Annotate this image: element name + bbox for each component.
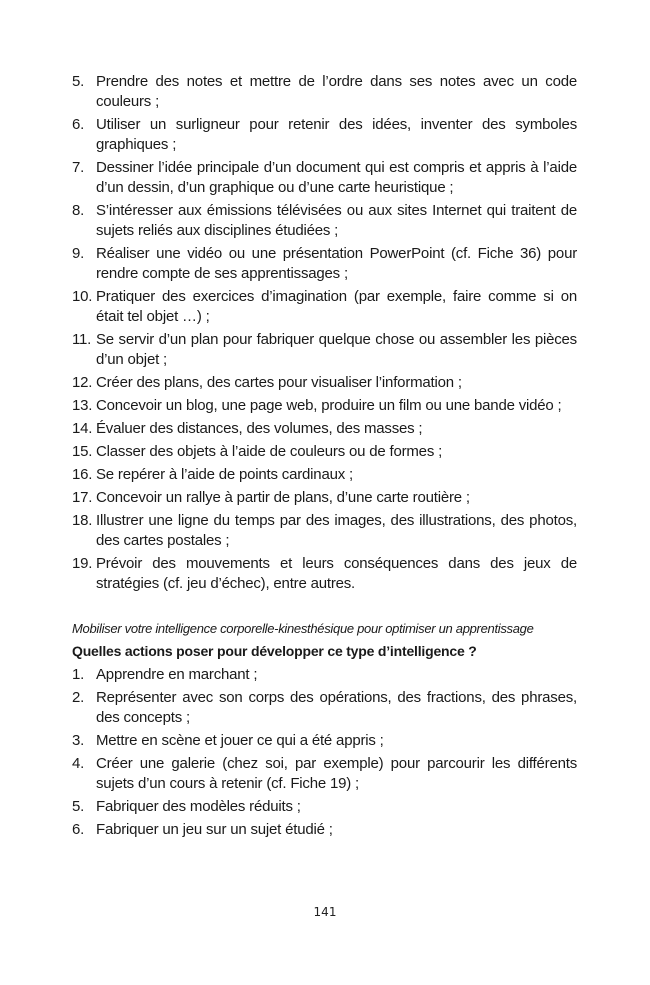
list-item xyxy=(72,731,577,751)
list-item xyxy=(72,115,577,155)
list-item xyxy=(72,754,577,794)
item-text: Concevoir un blog, une page web, produire un film ou une bande vidéo ; xyxy=(96,397,562,414)
item-number: 12. xyxy=(72,374,93,391)
item-number: 15. xyxy=(72,443,93,460)
list-item xyxy=(72,511,577,551)
item-number: 7. xyxy=(72,159,85,176)
list-item xyxy=(72,396,577,416)
numbered-list-kinesthetic xyxy=(72,665,577,840)
item-text: Prendre des notes et mettre de l’ordre dans ses notes avec un code couleurs ; xyxy=(96,73,577,110)
item-number: 5. xyxy=(72,73,85,90)
item-number: 16. xyxy=(72,466,93,483)
item-number: 4. xyxy=(72,755,85,772)
list-item xyxy=(72,820,577,840)
item-text: Concevoir un rallye à partir de plans, d’une carte routière ; xyxy=(96,489,470,506)
item-number: 14. xyxy=(72,420,93,437)
list-item xyxy=(72,797,577,817)
list-item xyxy=(72,465,577,485)
item-text: Fabriquer des modèles réduits ; xyxy=(96,798,301,815)
item-text: Prévoir des mouvements et leurs conséquences dans des jeux de stratégies (cf. jeu d’échec), entre autres. xyxy=(96,555,577,592)
item-text: Apprendre en marchant ; xyxy=(96,666,258,683)
section-subtitle: Mobiliser votre intelligence corporelle-kinesthésique pour optimiser un apprentissage xyxy=(72,621,534,636)
item-text: Fabriquer un jeu sur un sujet étudié ; xyxy=(96,821,333,838)
list-item xyxy=(72,244,577,284)
item-number: 19. xyxy=(72,555,93,572)
item-text: Créer une galerie (chez soi, par exemple) pour parcourir les différents sujets d’un cours à retenir (cf. Fiche 19) ; xyxy=(96,755,577,792)
item-number: 8. xyxy=(72,202,85,219)
list-item xyxy=(72,442,577,462)
item-number: 18. xyxy=(72,512,93,529)
list-item xyxy=(72,488,577,508)
item-text: Se servir d’un plan pour fabriquer quelque chose ou assembler les pièces d’un objet ; xyxy=(96,331,577,368)
page-content xyxy=(72,72,577,843)
item-number: 3. xyxy=(72,732,85,749)
list-item xyxy=(72,688,577,728)
list-item xyxy=(72,287,577,327)
list-item xyxy=(72,419,577,439)
item-number: 5. xyxy=(72,798,85,815)
page-number: 141 xyxy=(313,905,337,919)
list-item xyxy=(72,665,577,685)
item-text: Créer des plans, des cartes pour visualiser l’information ; xyxy=(96,374,462,391)
item-text: Dessiner l’idée principale d’un document qui est compris et appris à l’aide d’un dessin, d’un graphique ou d’une carte heuristique ; xyxy=(96,159,577,196)
item-text: Représenter avec son corps des opérations, des fractions, des phrases, des concepts ; xyxy=(96,689,577,726)
list-item xyxy=(72,373,577,393)
item-text: Classer des objets à l’aide de couleurs ou de formes ; xyxy=(96,443,443,460)
item-number: 6. xyxy=(72,821,85,838)
item-text: Se repérer à l’aide de points cardinaux ; xyxy=(96,466,353,483)
item-text: S’intéresser aux émissions télévisées ou aux sites Internet qui traitent de sujets reliés aux disciplines étudiées ; xyxy=(96,202,577,239)
list-item xyxy=(72,554,577,594)
list-item xyxy=(72,201,577,241)
item-text: Illustrer une ligne du temps par des images, des illustrations, des photos, des cartes postales ; xyxy=(96,512,577,549)
numbered-list-visual-spatial xyxy=(72,72,577,594)
item-number: 2. xyxy=(72,689,85,706)
item-number: 9. xyxy=(72,245,85,262)
list-item xyxy=(72,158,577,198)
item-text: Utiliser un surligneur pour retenir des idées, inventer des symboles graphiques ; xyxy=(96,116,577,153)
item-number: 6. xyxy=(72,116,85,133)
list-item xyxy=(72,72,577,112)
item-number: 11. xyxy=(72,331,92,348)
item-text: Pratiquer des exercices d’imagination (par exemple, faire comme si on était tel objet …) ; xyxy=(96,288,577,325)
item-number: 13. xyxy=(72,397,93,414)
item-text: Mettre en scène et jouer ce qui a été appris ; xyxy=(96,732,384,749)
list-item xyxy=(72,330,577,370)
item-number: 10. xyxy=(72,288,93,305)
item-number: 1. xyxy=(72,666,85,683)
item-text: Réaliser une vidéo ou une présentation PowerPoint (cf. Fiche 36) pour rendre compte de ses apprentissages ; xyxy=(96,245,577,282)
section-heading: Quelles actions poser pour développer ce type d’intelligence ? xyxy=(72,643,477,659)
item-text: Évaluer des distances, des volumes, des masses ; xyxy=(96,420,423,437)
kinesthetic-section xyxy=(72,620,577,840)
item-number: 17. xyxy=(72,489,93,506)
